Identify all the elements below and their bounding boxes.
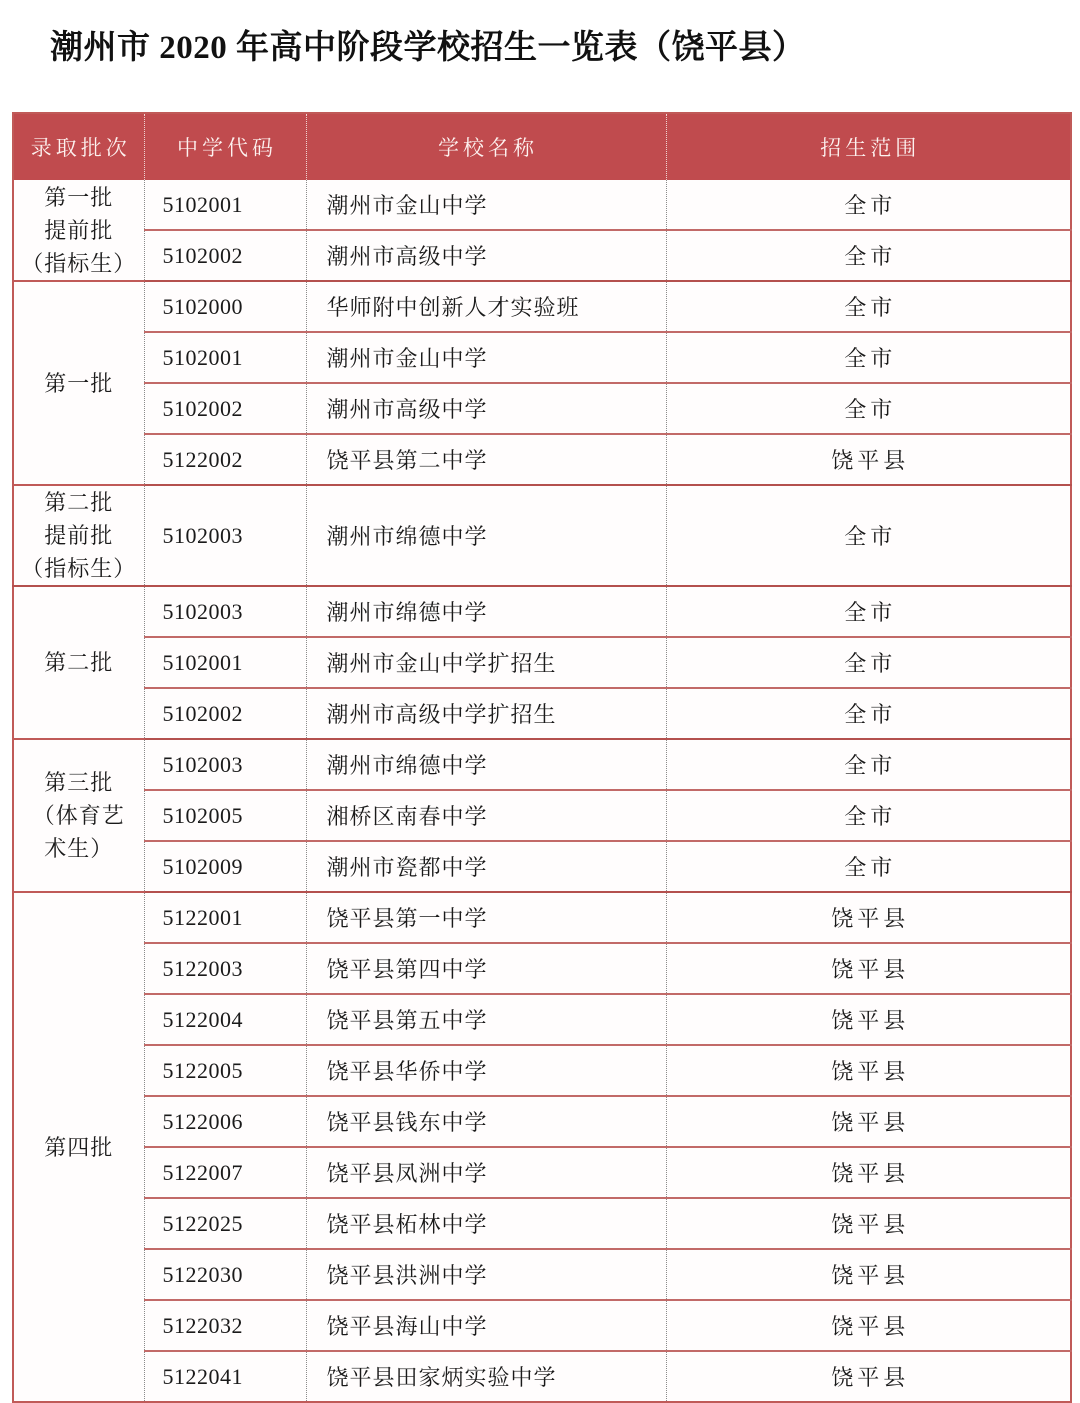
cell-school-name: 饶平县第二中学 <box>306 434 666 485</box>
cell-school-code: 5102009 <box>144 841 306 892</box>
cell-school-code: 5122032 <box>144 1300 306 1351</box>
batch-label-line: 第二批 <box>44 490 114 515</box>
cell-school-code: 5102003 <box>144 739 306 790</box>
table-row <box>13 383 1071 434</box>
cell-batch <box>13 485 144 586</box>
cell-school-name: 饶平县第一中学 <box>306 892 666 943</box>
cell-school-code: 5102005 <box>144 790 306 841</box>
batch-label-line: （体育艺 <box>32 803 125 828</box>
cell-school-code: 5122003 <box>144 943 306 994</box>
table-header <box>13 113 1071 180</box>
cell-admission-scope: 全市 <box>666 332 1071 383</box>
cell-school-code: 5122001 <box>144 892 306 943</box>
batch-label-line: 提前批 <box>44 523 114 548</box>
table-row <box>13 332 1071 383</box>
cell-admission-scope: 饶平县 <box>666 994 1071 1045</box>
cell-admission-scope: 全市 <box>666 790 1071 841</box>
cell-admission-scope: 全市 <box>666 637 1071 688</box>
cell-school-code: 5102000 <box>144 281 306 332</box>
cell-school-name: 潮州市高级中学 <box>306 230 666 281</box>
cell-school-name: 潮州市高级中学扩招生 <box>306 688 666 739</box>
batch-label-line: 提前批 <box>44 217 114 243</box>
table-row <box>13 790 1071 841</box>
cell-admission-scope: 饶平县 <box>666 1198 1071 1249</box>
cell-batch <box>13 739 144 892</box>
batch-label-line: （指标生） <box>21 250 137 276</box>
cell-school-code: 5102001 <box>144 637 306 688</box>
cell-admission-scope: 饶平县 <box>666 1351 1071 1402</box>
table-row <box>13 739 1071 790</box>
cell-school-name: 饶平县华侨中学 <box>306 1045 666 1096</box>
cell-school-code: 5122030 <box>144 1249 306 1300</box>
table-row <box>13 994 1071 1045</box>
cell-school-code: 5122025 <box>144 1198 306 1249</box>
cell-school-name: 华师附中创新人才实验班 <box>306 281 666 332</box>
cell-school-code: 5102002 <box>144 688 306 739</box>
batch-label-line: 第四批 <box>44 1134 114 1160</box>
table-row <box>13 230 1071 281</box>
cell-school-code: 5122004 <box>144 994 306 1045</box>
cell-batch <box>13 281 144 485</box>
table-row <box>13 1249 1071 1300</box>
table-row <box>13 1351 1071 1402</box>
column-header-school: 学校名称 <box>306 113 666 180</box>
cell-school-name: 湘桥区南春中学 <box>306 790 666 841</box>
table-row <box>13 1300 1071 1351</box>
cell-school-name: 饶平县凤洲中学 <box>306 1147 666 1198</box>
cell-admission-scope: 饶平县 <box>666 1096 1071 1147</box>
cell-school-name: 潮州市高级中学 <box>306 383 666 434</box>
cell-school-code: 5102002 <box>144 383 306 434</box>
cell-school-name: 潮州市绵德中学 <box>306 739 666 790</box>
cell-school-code: 5102001 <box>144 180 306 230</box>
cell-admission-scope: 饶平县 <box>666 1249 1071 1300</box>
cell-batch <box>13 892 144 1402</box>
table-row <box>13 1198 1071 1249</box>
table-row <box>13 485 1071 586</box>
cell-admission-scope: 全市 <box>666 688 1071 739</box>
table-row <box>13 434 1071 485</box>
admissions-table <box>12 112 1072 1403</box>
cell-school-name: 饶平县海山中学 <box>306 1300 666 1351</box>
cell-school-name: 饶平县第五中学 <box>306 994 666 1045</box>
table-row <box>13 943 1071 994</box>
cell-batch <box>13 180 144 281</box>
batch-label-line: 术生） <box>44 836 114 861</box>
table-row <box>13 281 1071 332</box>
cell-admission-scope: 全市 <box>666 841 1071 892</box>
cell-admission-scope: 全市 <box>666 180 1071 230</box>
cell-admission-scope: 饶平县 <box>666 1300 1071 1351</box>
cell-admission-scope: 饶平县 <box>666 892 1071 943</box>
table-row <box>13 892 1071 943</box>
table-row <box>13 637 1071 688</box>
table-row <box>13 688 1071 739</box>
table-row <box>13 1147 1071 1198</box>
cell-school-code: 5122006 <box>144 1096 306 1147</box>
column-header-batch: 录取批次 <box>13 113 144 180</box>
table-row <box>13 1045 1071 1096</box>
cell-school-name: 饶平县柘林中学 <box>306 1198 666 1249</box>
cell-school-name: 饶平县田家炳实验中学 <box>306 1351 666 1402</box>
cell-admission-scope: 全市 <box>666 586 1071 637</box>
column-header-code: 中学代码 <box>144 113 306 180</box>
cell-school-name: 潮州市瓷都中学 <box>306 841 666 892</box>
cell-admission-scope: 全市 <box>666 281 1071 332</box>
cell-school-code: 5122005 <box>144 1045 306 1096</box>
cell-school-name: 潮州市绵德中学 <box>306 485 666 586</box>
cell-school-code: 5102003 <box>144 586 306 637</box>
cell-admission-scope: 全市 <box>666 739 1071 790</box>
cell-school-code: 5102003 <box>144 485 306 586</box>
cell-school-code: 5122002 <box>144 434 306 485</box>
cell-school-name: 潮州市绵德中学 <box>306 586 666 637</box>
cell-school-name: 饶平县洪洲中学 <box>306 1249 666 1300</box>
batch-label-line: （指标生） <box>21 556 137 581</box>
admissions-table-container <box>12 112 1070 1403</box>
table-row <box>13 841 1071 892</box>
cell-school-name: 潮州市金山中学 <box>306 180 666 230</box>
cell-school-name: 潮州市金山中学扩招生 <box>306 637 666 688</box>
cell-school-code: 5122007 <box>144 1147 306 1198</box>
table-row <box>13 180 1071 230</box>
table-row <box>13 1096 1071 1147</box>
cell-batch <box>13 586 144 739</box>
batch-label-line: 第二批 <box>44 650 114 675</box>
batch-label-line: 第三批 <box>44 770 114 795</box>
cell-school-name: 饶平县钱东中学 <box>306 1096 666 1147</box>
cell-admission-scope: 饶平县 <box>666 1045 1071 1096</box>
cell-school-code: 5102002 <box>144 230 306 281</box>
cell-school-name: 饶平县第四中学 <box>306 943 666 994</box>
batch-label-line: 第一批 <box>44 370 114 396</box>
cell-admission-scope: 饶平县 <box>666 943 1071 994</box>
cell-admission-scope: 全市 <box>666 383 1071 434</box>
table-row <box>13 586 1071 637</box>
cell-admission-scope: 饶平县 <box>666 1147 1071 1198</box>
batch-label-line: 第一批 <box>44 184 114 210</box>
column-header-scope: 招生范围 <box>666 113 1071 180</box>
cell-school-code: 5102001 <box>144 332 306 383</box>
cell-admission-scope: 全市 <box>666 230 1071 281</box>
table-body <box>13 180 1071 1402</box>
cell-school-name: 潮州市金山中学 <box>306 332 666 383</box>
cell-admission-scope: 饶平县 <box>666 434 1071 485</box>
cell-school-code: 5122041 <box>144 1351 306 1402</box>
table-header-row <box>13 113 1071 180</box>
page-title: 潮州市 2020 年高中阶段学校招生一览表（饶平县） <box>50 30 806 66</box>
cell-admission-scope: 全市 <box>666 485 1071 586</box>
